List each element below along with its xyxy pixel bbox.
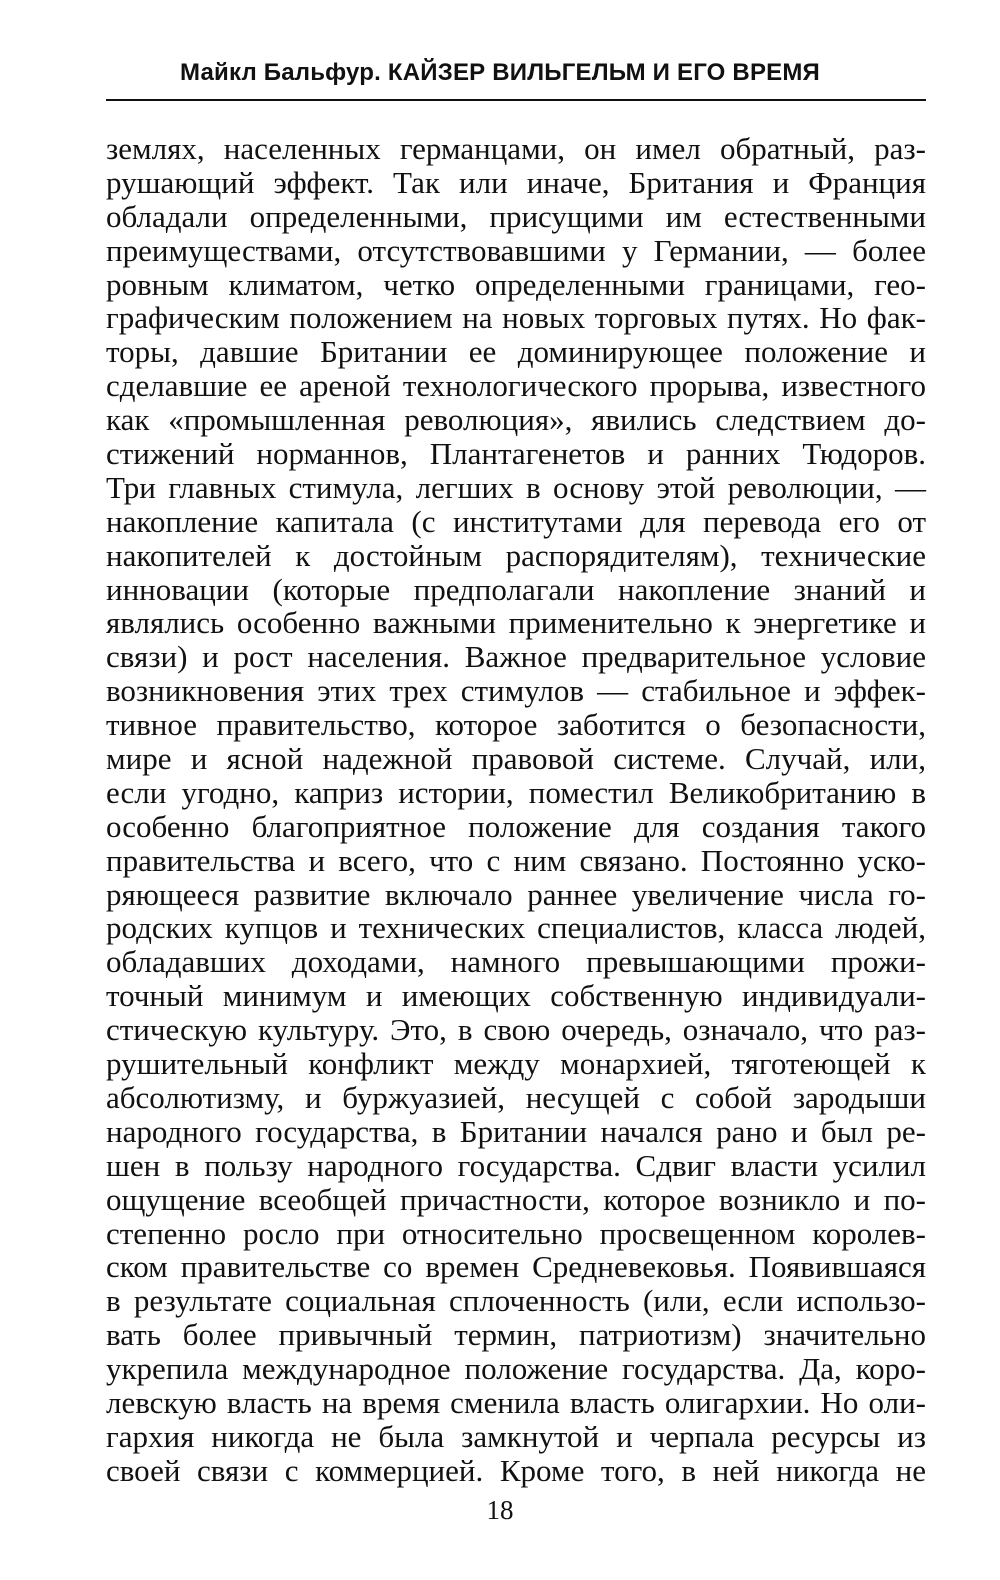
body-text <box>106 132 926 1488</box>
text-line: ряющееся развитие включало раннее увеличение числа го- <box>106 876 926 912</box>
text-line: связи) и рост населения. Важное предварительное условие <box>106 639 926 675</box>
text-line: сделавшие ее ареной технологического прорыва, известного <box>106 368 926 404</box>
text-line: в результате социальная сплоченность (или, если использо- <box>106 1283 926 1319</box>
text-line: обладавших доходами, намного превышающими прожи- <box>106 944 926 980</box>
text-line: особенно благоприятное положение для создания такого <box>106 808 926 844</box>
text-line: тивное правительство, которое заботится о безопасности, <box>106 707 926 743</box>
text-line: торы, давшие Британии ее доминирующее положение и <box>106 334 926 370</box>
text-line: вать более привычный термин, патриотизм) значительно <box>106 1317 926 1353</box>
text-line: накопление капитала (с институтами для перевода его от <box>106 503 926 539</box>
text-line: являлись особенно важными применительно к энергетике и <box>106 605 926 641</box>
page-number: 18 <box>486 1495 514 1525</box>
text-line: обладали определенными, присущими им естественными <box>106 198 926 234</box>
text-line: накопителей к достойным распорядителям), технические <box>106 537 926 573</box>
text-line: землях, населенных германцами, он имел обратный, раз- <box>106 131 926 166</box>
text-line: укрепила международное положение государства. Да, коро- <box>106 1351 926 1387</box>
text-line: своей связи с коммерцией. Кроме того, в ней никогда не <box>106 1452 926 1488</box>
text-line: правительства и всего, что с ним связано. Постоянно уско- <box>106 842 926 878</box>
text-line: шен в пользу народного государства. Сдвиг власти усилил <box>106 1147 926 1183</box>
text-line: ощущение всеобщей причастности, которое возникло и по- <box>106 1181 926 1217</box>
text-line: ском правительстве со времен Средневековья. Появившаяся <box>106 1249 926 1285</box>
text-line: рушающий эффект. Так или иначе, Британия и Франция <box>106 164 926 200</box>
text-line: рушительный конфликт между монархией, тяготеющей к <box>106 1046 926 1082</box>
text-line: степенно росло при относительно просвещенном королев- <box>106 1215 926 1251</box>
text-line: инновации (которые предполагали накопление знаний и <box>106 571 926 607</box>
header-rule <box>106 99 926 101</box>
text-line: мире и ясной надежной правовой системе. Случай, или, <box>106 741 926 777</box>
text-line: Три главных стимула, легших в основу этой революции, — <box>106 469 926 505</box>
text-line: как «промышленная революция», явились следствием до- <box>106 402 926 438</box>
text-line: преимуществами, отсутствовавшими у Германии, — более <box>106 232 926 268</box>
text-line: возникновения этих трех стимулов — стабильное и эффек- <box>106 673 926 709</box>
text-line: стижений норманнов, Плантагенетов и ранних Тюдоров. <box>106 436 926 472</box>
text-line: если угодно, каприз истории, поместил Великобританию в <box>106 774 926 810</box>
running-head: Майкл Бальфур. КАЙЗЕР ВИЛЬГЕЛЬМ И ЕГО ВРЕМЯ <box>179 59 821 86</box>
text-line: абсолютизму, и буржуазией, несущей с собой зародыши <box>106 1079 926 1115</box>
text-line: графическим положением на новых торговых путях. Но фак- <box>106 300 926 336</box>
text-line: гархия никогда не была замкнутой и черпала ресурсы из <box>106 1418 926 1454</box>
text-line: точный минимум и имеющих собственную индивидуали- <box>106 978 926 1014</box>
text-line: ровным климатом, четко определенными границами, гео- <box>106 266 926 302</box>
text-line: стическую культуру. Это, в свою очередь, означало, что раз- <box>106 1012 926 1048</box>
text-line: родских купцов и технических специалистов, класса людей, <box>106 910 926 946</box>
text-line: народного государства, в Британии начался рано и был ре- <box>106 1113 926 1149</box>
text-line: левскую власть на время сменила власть олигархии. Но оли- <box>106 1384 926 1420</box>
